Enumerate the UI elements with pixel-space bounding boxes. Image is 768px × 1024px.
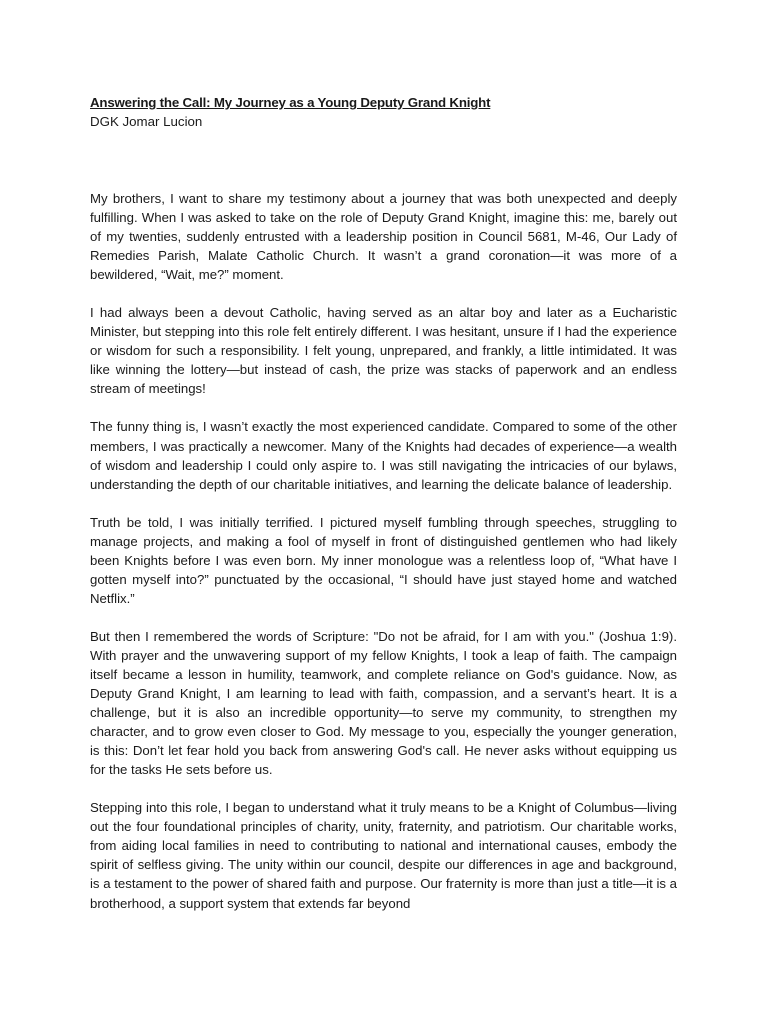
document-title: Answering the Call: My Journey as a Young Deputy Grand Knight — [90, 95, 491, 110]
paragraph-6: Stepping into this role, I began to understand what it truly means to be a Knight of Columbus—living out the four foundational principles of charity, unity, fraternity, and patriotism. Our charitable works, from aiding local families in need to contributing to national and international causes, embody the spirit of selfless giving. The unity within our council, despite our differences in age and background, is a testament to the power of shared faith and purpose. Our fraternity is more than just a title—it is a brotherhood, a support system that extends far beyond — [90, 800, 677, 911]
paragraph-5: But then I remembered the words of Scripture: "Do not be afraid, for I am with you." (Joshua 1:9). With prayer and the unwavering support of my fellow Knights, I took a leap of faith. The campaign itself became a lesson in humility, teamwork, and complete reliance on God's guidance. Now, as Deputy Grand Knight, I am learning to lead with faith, compassion, and a servant’s heart. It is a challenge, but it is also an incredible opportunity—to serve my community, to strengthen my character, and to grow even closer to God. My message to you, especially the younger generation, is this: Don’t let fear hold you back from answering God's call. He never asks without equipping us for the tasks He sets before us. — [90, 628, 677, 778]
document-page — [90, 93, 677, 912]
paragraph-4: Truth be told, I was initially terrified. I pictured myself fumbling through speeches, struggling to manage projects, and making a fool of myself in front of distinguished gentlemen who had likely been Knights before I was even born. My inner monologue was a relentless loop of, “What have I gotten myself into?” punctuated by the occasional, “I should have just stayed home and watched Netflix.” — [90, 514, 677, 606]
document-author: DGK Jomar Lucion — [90, 114, 203, 129]
paragraph-3: The funny thing is, I wasn’t exactly the most experienced candidate. Compared to some of the other members, I was practically a newcomer. Many of the Knights had decades of experience—a wealth of wisdom and leadership I could only aspire to. I was still navigating the intricacies of our bylaws, understanding the depth of our charitable initiatives, and learning the delicate balance of leadership. — [90, 419, 677, 492]
paragraph-1: My brothers, I want to share my testimony about a journey that was both unexpected and deeply fulfilling. When I was asked to take on the role of Deputy Grand Knight, imagine this: me, barely out of my twenties, suddenly entrusted with a leadership position in Council 5681, M-46, Our Lady of Remedies Parish, Malate Catholic Church. It wasn’t a grand coronation—it was more of a bewildered, “Wait, me?” moment. — [90, 191, 677, 283]
paragraph-2: I had always been a devout Catholic, having served as an altar boy and later as a Eucharistic Minister, but stepping into this role felt entirely different. I was hesitant, unsure if I had the experience or wisdom for such a responsibility. I felt young, unprepared, and frankly, a little intimidated. It was like winning the lottery—but instead of cash, the prize was stacks of paperwork and an endless stream of meetings! — [90, 305, 677, 397]
